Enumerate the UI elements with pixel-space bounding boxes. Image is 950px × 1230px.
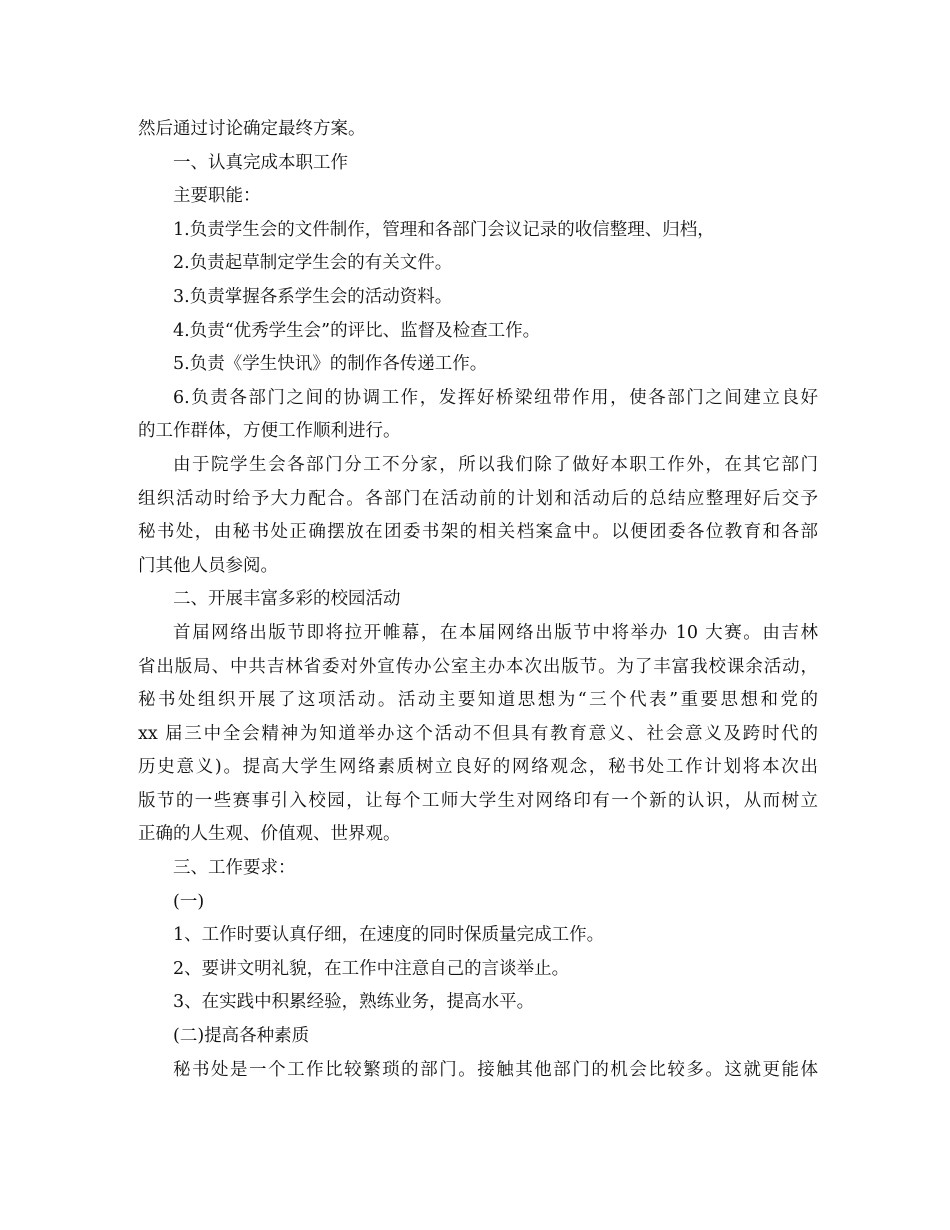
list-item: 2.负责起草制定学生会的有关文件。: [173, 253, 453, 274]
paragraph-line: 然后通过讨论确定最终方案。: [138, 119, 366, 139]
paragraph-line: 首届网络出版节即将拉开帷幕，在本届网络出版节中将举办 10 大赛。由吉林: [173, 622, 818, 643]
paragraph-line: 由于院学生会各部门分工不分家，所以我们除了做好本职工作外，在其它部门: [173, 454, 818, 475]
paragraph-line: 秘书处是一个工作比较繁琐的部门。接触其他部门的机会比较多。这就更能体: [173, 1059, 818, 1080]
list-item: 5.负责《学生快讯》的制作各传递工作。: [173, 354, 488, 375]
list-item: 1、工作时要认真仔细，在速度的同时保质量完成工作。: [173, 925, 605, 946]
paragraph-line: xx 届三中全会精神为知道举办这个活动不但具有教育意义、社会意义及跨时代的: [138, 723, 818, 744]
paragraph-line: 历史意义)。提高大学生网络素质树立良好的网络观念，秘书处工作计划将本次出: [138, 757, 818, 778]
subsection-heading: (一): [173, 891, 205, 912]
paragraph-line: 秘书处，由秘书处正确摆放在团委书架的相关档案盒中。以便团委各位教育和各部: [138, 522, 818, 543]
subsection-heading: (二)提高各种素质: [173, 1026, 310, 1047]
list-item: 3、在实践中积累经验，熟练业务，提高水平。: [173, 992, 535, 1013]
paragraph-line: 版节的一些赛事引入校园，让每个工师大学生对网络印有一个新的认识，从而树立: [138, 790, 818, 811]
paragraph-line: 省出版局、中共吉林省委对外宣传办公室主办本次出版节。为了丰富我校课余活动，: [138, 656, 818, 677]
paragraph-line: 秘书处组织开展了这项活动。活动主要知道思想为“三个代表”重要思想和党的: [138, 690, 818, 711]
section-heading: 一、认真完成本职工作: [173, 152, 348, 173]
list-item: 6.负责各部门之间的协调工作，发挥好桥梁纽带作用，使各部门之间建立良好: [173, 387, 818, 408]
document-body: [138, 113, 818, 1087]
section-heading: 二、开展丰富多彩的校园活动: [173, 589, 401, 610]
paragraph-line: 的工作群体，方便工作顺利进行。: [138, 421, 401, 442]
list-item: 1.负责学生会的文件制作，管理和各部门会议记录的收信整理、归档，: [173, 219, 715, 240]
paragraph-line: 主要职能：: [173, 186, 261, 207]
section-heading: 三、工作要求：: [173, 858, 296, 879]
list-item: 2、要讲文明礼貌，在工作中注意自己的言谈举止。: [173, 958, 570, 979]
paragraph-line: 门其他人员参阅。: [138, 555, 278, 576]
paragraph-line: 组织活动时给予大力配合。各部门在活动前的计划和活动后的总结应整理好后交予: [138, 488, 818, 509]
list-item: 4.负责“优秀学生会”的评比、监督及检查工作。: [173, 320, 541, 341]
list-item: 3.负责掌握各系学生会的活动资料。: [173, 286, 453, 307]
paragraph-line: 正确的人生观、价值观、世界观。: [138, 824, 401, 845]
